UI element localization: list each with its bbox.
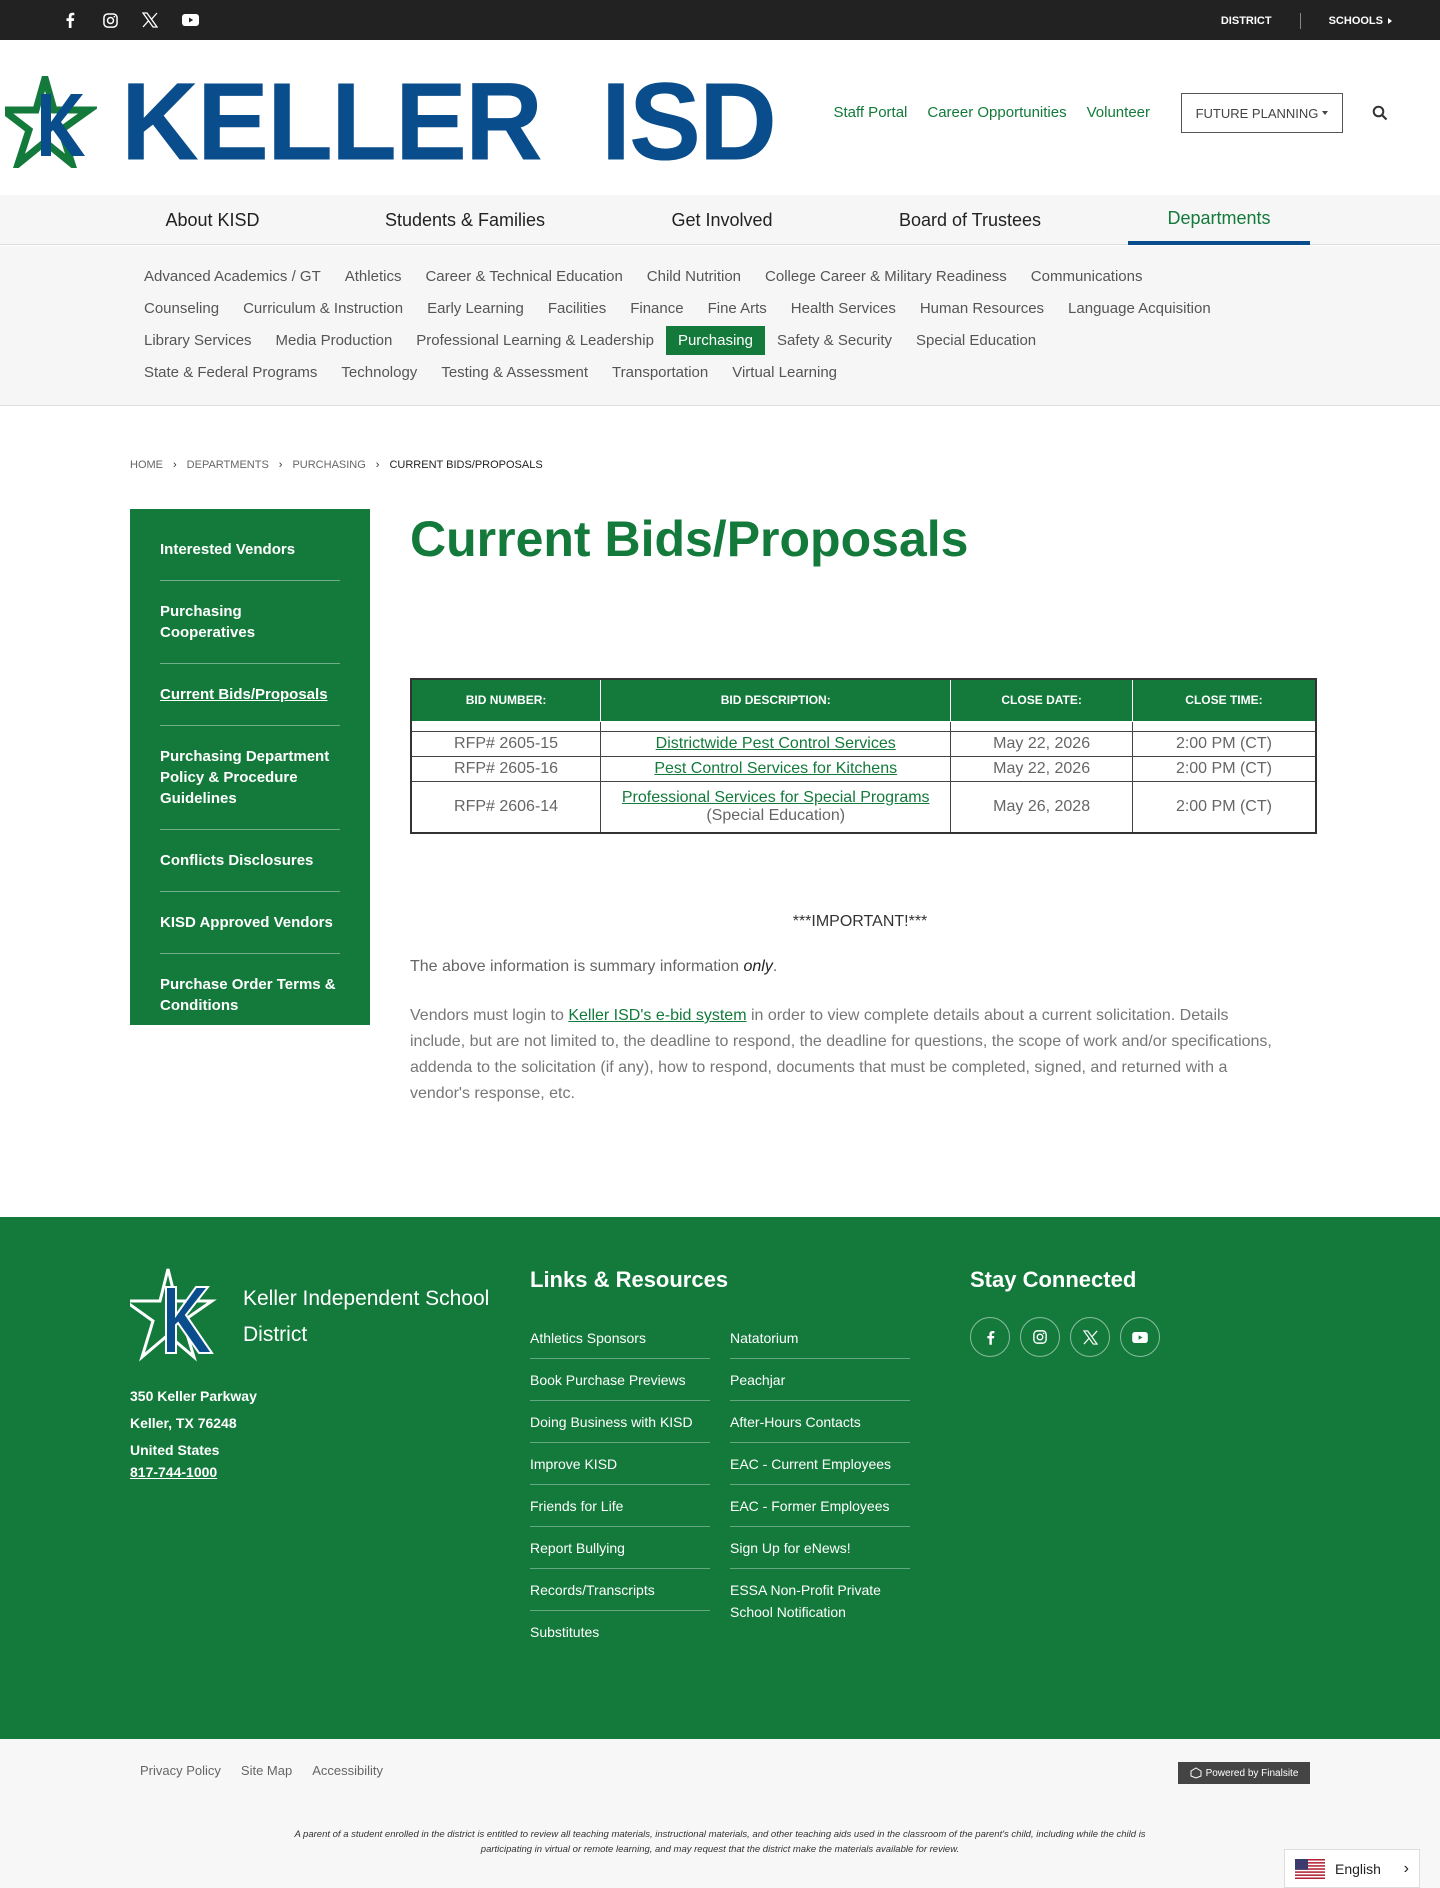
table-row [411, 731, 1316, 756]
footer-link[interactable]: Friends for Life [530, 1485, 710, 1527]
subnav-item[interactable]: Facilities [547, 300, 607, 317]
district-link[interactable]: DISTRICT [1220, 15, 1272, 27]
subnav-item[interactable]: Library Services [144, 332, 252, 349]
career-opportunities-link[interactable]: Career Opportunities [927, 104, 1067, 121]
site-footer [0, 1217, 1440, 1739]
footer-link[interactable]: Book Purchase Previews [530, 1359, 710, 1401]
top-social-links [60, 10, 200, 30]
bids-table [410, 678, 1317, 834]
subnav-item[interactable]: College Career & Military Readiness [765, 268, 1007, 285]
divider [1300, 13, 1301, 29]
language-label: English [1335, 1860, 1381, 1877]
close-time: 2:00 PM (CT) [1132, 781, 1316, 833]
subnav-item[interactable]: Health Services [790, 300, 896, 317]
chevron-right-icon: › [278, 459, 283, 471]
powered-by-finalsite-badge[interactable] [1178, 1762, 1310, 1784]
subnav-item[interactable]: Athletics [344, 268, 402, 285]
footer-links-col-1 [530, 1317, 710, 1652]
subnav-item[interactable]: Communications [1030, 268, 1143, 285]
subnav-item[interactable]: Language Acquisition [1068, 300, 1211, 317]
nav-board-of-trustees[interactable]: Board of Trustees [898, 209, 1042, 230]
address-line: 350 Keller Parkway [130, 1388, 257, 1404]
sidebar-item-interested-vendors[interactable]: Interested Vendors [160, 519, 340, 581]
breadcrumb-purchasing[interactable]: PURCHASING [292, 459, 366, 471]
table-header-row [411, 679, 1316, 721]
breadcrumb-current: CURRENT BIDS/PROPOSALS [389, 459, 543, 471]
youtube-icon[interactable] [1120, 1317, 1160, 1357]
chevron-right-icon: › [1403, 1859, 1409, 1877]
footer-link[interactable]: EAC - Current Employees [730, 1443, 910, 1485]
footer-logo-icon[interactable] [130, 1267, 225, 1362]
bid-number: RFP# 2606-14 [411, 781, 601, 833]
caret-right-icon [1388, 18, 1392, 24]
close-date: May 22, 2026 [951, 731, 1133, 756]
subnav-item[interactable]: Technology [341, 364, 418, 381]
logo-word-keller: KELLER [121, 59, 541, 184]
chevron-right-icon: › [173, 459, 177, 471]
close-date: May 26, 2028 [951, 781, 1133, 833]
instructions-pre: Vendors must login to [410, 1007, 569, 1024]
table-row [411, 781, 1316, 833]
star-k-logo-icon [5, 76, 97, 168]
subnav-item[interactable]: Curriculum & Instruction [243, 300, 404, 317]
search-icon[interactable] [1372, 105, 1388, 121]
finalsite-icon [1190, 1767, 1202, 1779]
bid-description [601, 756, 951, 781]
utility-links [833, 104, 1150, 121]
stay-connected-heading: Stay Connected [970, 1267, 1137, 1292]
facebook-icon[interactable] [970, 1317, 1010, 1357]
subnav-row-3 [132, 326, 1048, 355]
footer-links-col-2 [730, 1317, 910, 1632]
summary-text: The above information is summary information [410, 958, 744, 975]
site-logo[interactable] [5, 59, 776, 184]
bid-description-link[interactable]: Professional Services for Special Programs [621, 788, 930, 806]
chevron-right-icon: › [375, 459, 380, 471]
subnav-item[interactable]: Testing & Assessment [441, 364, 589, 381]
future-planning-button[interactable] [1181, 93, 1343, 133]
close-time: 2:00 PM (CT) [1132, 731, 1316, 756]
bid-description-note: (Special Education) [706, 806, 846, 824]
subnav-item[interactable]: Safety & Security [776, 332, 893, 349]
nav-departments[interactable]: Departments [1128, 195, 1310, 245]
instagram-icon[interactable] [1020, 1317, 1060, 1357]
nav-students-families[interactable]: Students & Families [384, 209, 546, 230]
footer-link[interactable]: Substitutes [530, 1624, 600, 1640]
links-resources-heading: Links & Resources [530, 1267, 729, 1292]
subnav-item[interactable]: Child Nutrition [646, 268, 742, 285]
language-selector[interactable] [1284, 1849, 1420, 1888]
subnav-row-2 [132, 294, 1223, 323]
summary-end: . [772, 958, 778, 975]
bid-description [601, 781, 951, 833]
legal-links [140, 1763, 383, 1778]
subnav-row-4 [132, 358, 849, 387]
subnav-item[interactable]: Special Education [916, 332, 1037, 349]
caret-down-icon [1322, 111, 1328, 115]
footer-link[interactable]: Improve KISD [530, 1443, 710, 1485]
us-flag-icon [1295, 1859, 1325, 1879]
subnav-item[interactable]: Career & Technical Education [425, 268, 623, 285]
footer-social-links [970, 1317, 1160, 1357]
table-spacer-row [411, 721, 1316, 731]
breadcrumb-departments[interactable]: DEPARTMENTS [186, 459, 269, 471]
site-header [0, 40, 1440, 195]
footer-link[interactable]: Records/Transcripts [530, 1569, 710, 1611]
important-notice: ***IMPORTANT!*** [792, 913, 928, 930]
breadcrumb [130, 459, 543, 471]
staff-portal-link[interactable]: Staff Portal [833, 104, 908, 121]
parent-rights-disclaimer: A parent of a student enrolled in the district is entitled to review all teaching materials, instructional materials, and other teaching aids used in the classroom of the parent's child, including while the child is participating in virtual or remote learning, and may request that the district make the materials available for review. [294, 1829, 1146, 1855]
sidebar-item-current-bids[interactable]: Current Bids/Proposals [160, 664, 340, 726]
subnav-item[interactable]: Human Resources [919, 300, 1045, 317]
table-row [411, 756, 1316, 781]
site-map-link[interactable]: Site Map [240, 1763, 293, 1778]
footer-link[interactable]: Report Bullying [530, 1527, 710, 1569]
footer-link[interactable]: Athletics Sponsors [530, 1317, 710, 1359]
close-date: May 22, 2026 [951, 756, 1133, 781]
subnav-item[interactable]: Counseling [144, 300, 220, 317]
subnav-item[interactable]: Media Production [275, 332, 393, 349]
logo-wordmark [121, 59, 776, 184]
sidebar-item-conflicts-disclosures[interactable]: Conflicts Disclosures [160, 830, 340, 892]
instructions-post: in order to view complete details about a current solicitation. Details include, but are not limited to, the deadline to respond, the deadline for questions, the scope of work and/or specifications, addenda to the solicitation (if any), how to respond, documents that must be completed, signed, and returned with a vendor's response, etc. [410, 1007, 1272, 1102]
subnav-item[interactable]: Virtual Learning [732, 364, 838, 381]
column-header: CLOSE TIME: [1132, 679, 1316, 721]
x-icon[interactable] [1070, 1317, 1110, 1357]
column-header: BID NUMBER: [411, 679, 601, 721]
privacy-policy-link[interactable]: Privacy Policy [140, 1763, 221, 1778]
bid-number: RFP# 2605-15 [411, 731, 601, 756]
volunteer-link[interactable]: Volunteer [1086, 104, 1150, 121]
nav-get-involved[interactable]: Get Involved [671, 209, 773, 230]
bid-description-link[interactable]: Districtwide Pest Control Services [655, 734, 896, 752]
footer-link[interactable]: After-Hours Contacts [730, 1401, 910, 1443]
summary-paragraph [410, 958, 777, 976]
instagram-icon[interactable] [100, 10, 120, 30]
section-sidebar [130, 509, 370, 1025]
summary-emphasis: only [743, 958, 773, 975]
footer-district-name: Keller Independent School District [243, 1287, 490, 1346]
bid-description [601, 731, 951, 756]
facebook-icon[interactable] [60, 10, 80, 30]
address-line: United States [130, 1442, 220, 1458]
footer-link[interactable]: Natatorium [730, 1317, 910, 1359]
nav-about-kisd[interactable]: About KISD [165, 209, 260, 230]
subnav-item[interactable]: Professional Learning & Leadership [416, 332, 654, 349]
column-header: CLOSE DATE: [951, 679, 1133, 721]
subnav-item[interactable]: Transportation [612, 364, 709, 381]
top-bar [0, 0, 1440, 40]
accessibility-link[interactable]: Accessibility [312, 1763, 384, 1778]
top-right-links [1221, 13, 1392, 29]
subnav-item[interactable]: Finance [630, 300, 684, 317]
close-time: 2:00 PM (CT) [1132, 756, 1316, 781]
schools-label: SCHOOLS [1328, 15, 1383, 27]
sidebar-item-approved-vendors[interactable]: KISD Approved Vendors [160, 892, 340, 954]
x-icon[interactable] [140, 10, 160, 30]
footer-address [130, 1383, 257, 1481]
sidebar-item-po-terms[interactable]: Purchase Order Terms & Conditions [160, 976, 336, 1014]
subnav-item[interactable]: Fine Arts [707, 300, 767, 317]
schools-dropdown[interactable] [1329, 15, 1392, 27]
address-line: Keller, TX 76248 [130, 1415, 237, 1431]
youtube-icon[interactable] [180, 10, 200, 30]
subnav-item-purchasing[interactable]: Purchasing [666, 326, 765, 355]
subnav-item[interactable]: Advanced Academics / GT [144, 268, 321, 285]
sidebar-item-purchasing-cooperatives[interactable]: Purchasing Cooperatives [160, 581, 340, 664]
footer-link[interactable]: ESSA Non-Profit Private School Notification [730, 1582, 881, 1620]
logo-word-isd: ISD [601, 59, 776, 184]
powered-label: Powered by Finalsite [1205, 1767, 1299, 1779]
departments-subnav [0, 246, 1440, 406]
vendor-instructions [410, 1003, 1280, 1107]
bid-description-link[interactable]: Pest Control Services for Kitchens [654, 759, 898, 777]
footer-link[interactable]: Peachjar [730, 1359, 910, 1401]
footer-link[interactable]: Doing Business with KISD [530, 1401, 710, 1443]
sidebar-item-policy-guidelines[interactable]: Purchasing Department Policy & Procedure Guidelines [160, 726, 340, 830]
subnav-row-1 [132, 262, 1155, 291]
subnav-item[interactable]: Early Learning [427, 300, 524, 317]
breadcrumb-home[interactable]: HOME [130, 459, 163, 471]
page-title: Current Bids/Proposals [410, 511, 969, 567]
column-header: BID DESCRIPTION: [601, 679, 951, 721]
bid-number: RFP# 2605-16 [411, 756, 601, 781]
footer-link[interactable]: EAC - Former Employees [730, 1485, 910, 1527]
ebid-system-link[interactable]: Keller ISD's e-bid system [568, 1007, 747, 1024]
footer-phone-link[interactable]: 817-744-1000 [130, 1464, 218, 1480]
footer-link[interactable]: Sign Up for eNews! [730, 1527, 910, 1569]
bottom-bar [0, 1739, 1440, 1888]
future-planning-label: FUTURE PLANNING [1195, 105, 1319, 121]
main-nav [0, 195, 1440, 245]
subnav-item[interactable]: State & Federal Programs [144, 364, 318, 381]
